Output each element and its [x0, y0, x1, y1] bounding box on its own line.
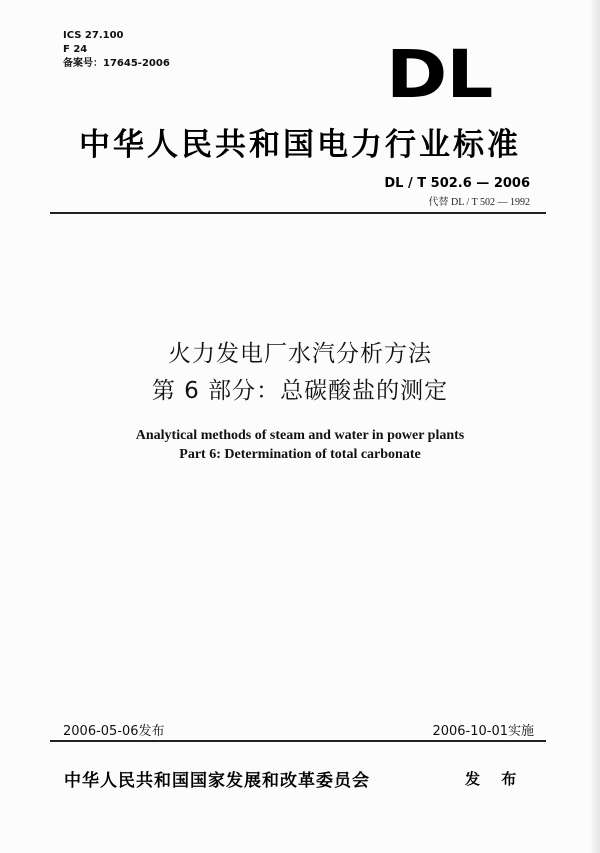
publisher-name: 中华人民共和国国家发展和改革委员会 — [64, 771, 370, 791]
classification-block — [63, 29, 170, 71]
dl-logo: DL — [386, 36, 493, 113]
standard-code: DL / T 502.6 — 2006 — [384, 176, 530, 191]
bottom-divider — [50, 740, 546, 742]
title-chinese-line-2: 第 6 部分：总碳酸盐的测定 — [151, 378, 449, 404]
replaces-standard: 代替 DL / T 502 — 1992 — [428, 197, 530, 208]
title-english-line-1: Analytical methods of steam and water in power plants — [135, 428, 465, 443]
filing-number: 备案号：17645-2006 — [63, 58, 170, 69]
ics-number: ICS 27.100 — [63, 30, 124, 41]
issue-date: 2006-05-06发布 — [63, 724, 165, 739]
title-english-line-2: Part 6: Determination of total carbonate — [179, 447, 421, 462]
publish-label: 发 布 — [465, 770, 525, 788]
implementation-date: 2006-10-01实施 — [432, 724, 534, 739]
standard-name: 中华人民共和国电力行业标准 — [79, 127, 521, 163]
ccs-number: F 24 — [63, 44, 88, 55]
top-divider — [50, 212, 546, 214]
title-chinese-line-1: 火力发电厂水汽分析方法 — [168, 341, 432, 367]
